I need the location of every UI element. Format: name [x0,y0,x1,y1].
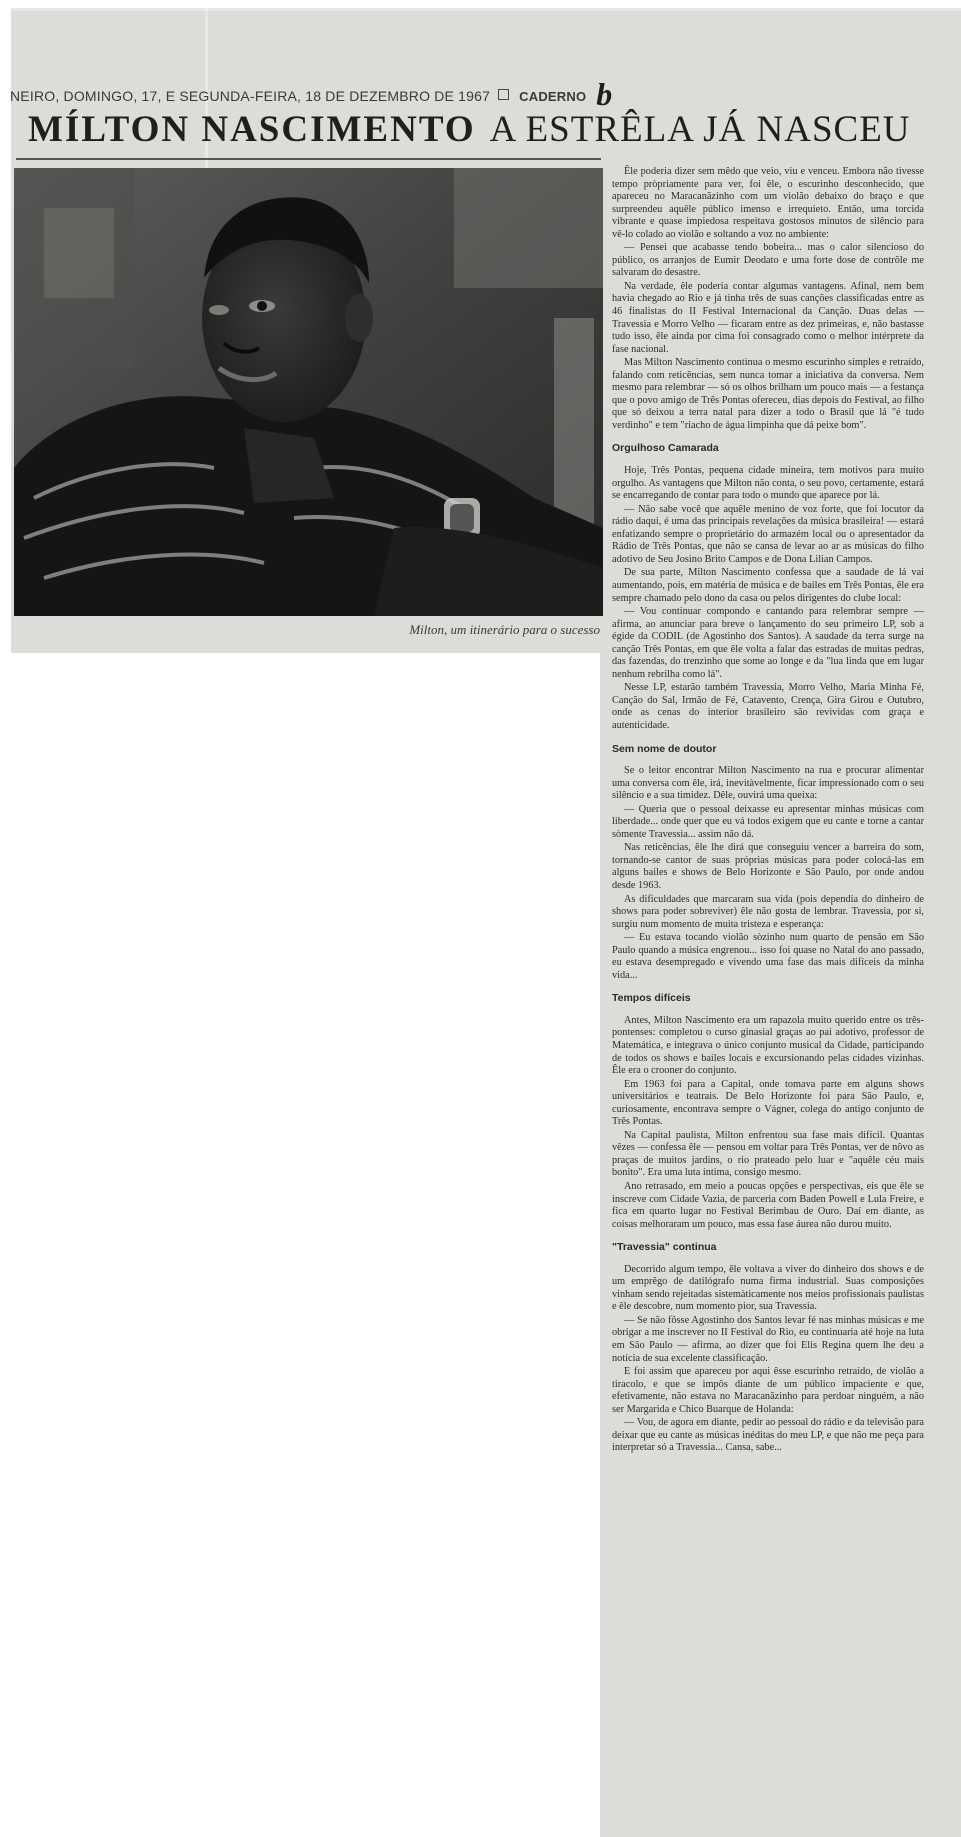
square-bullet-icon [498,89,509,100]
article-paragraph: Se o leitor encontrar Milton Nascimento na rua e procurar alimentar uma conversa com êle, irá, inevitàvelmente, ficar impressionado com o seu silêncio e a sua timidez. Dêle, ouvirá uma queixa: [612,765,924,802]
article-paragraph: Decorrido algum tempo, êle voltava a viver do dinheiro dos shows e de um emprêgo de datilógrafo numa firma industrial. Suas composições vinham sendo rejeitadas sistemàticamente nos meios profissionais paulistas e êle descobre, num momento pior, sua Travessia. [612,1263,924,1313]
article-subheading: "Travessia" continua [612,1241,717,1254]
article-paragraph: — Se não fôsse Agostinho dos Santos levar fé nas minhas músicas e me obrigar a me inscrever no II Festival do Rio, eu continuaria até hoje na luta em São Paulo — afirma, ao dizer que foi Elis Regina quem lhe deu a notícia de sua excelente classificação. [612,1314,924,1364]
headline [28,108,948,154]
portrait-photo [14,168,603,616]
section-label: CADERNO [519,89,587,104]
article-paragraph: — Não sabe você que aquêle menino de voz forte, que foi locutor da rádio daqui, é uma das principais revelações da música brasileira! — estará enfatizando sempre o proprietário do armazém local ou o apresentador da Rádio de Três Pontas, que não se cansa de levar ao ar as músicas do filho adotivo de Seu Josino Brito Campos e de Dona Lilian Campos. [612,503,924,565]
article-paragraph: Ano retrasado, em meio a poucas opções e perspectivas, eis que êle se inscreve com Cidade Vazia, de parceria com Baden Powell e Lula Freire, e fica em quarto lugar no Festival Berimbau de Ouro. Daí em diante, as coisas melhoraram um pouco, mas essa fase áurea não durou muito. [612,1181,924,1230]
article-paragraph: Em 1963 foi para a Capital, onde tomava parte em alguns shows universitários e teatrais. De Belo Horizonte foi para São Paulo, e, curiosamente, encontrava sempre o Vágner, colega do antigo conjunto de Três Pontas. [612,1078,924,1128]
article-paragraph: Mas Milton Nascimento continua o mesmo escurinho simples e retraído, falando com reticências, sem nunca tomar a iniciativa da conversa. Nem mesmo para relembrar — só os olhos brilham um pouco mais — a festança que o povo amigo de Três Pontas ofereceu, dias depois do Festival, ao filho que só deixou a terra natal para dizer a todo o Brasil que lá "é tudo verdinho" e tem "riacho de água limpinha que dá peixe bom". [612,357,924,431]
section-letter: b [596,76,613,112]
article-paragraph: Hoje, Três Pontas, pequena cidade mineira, tem motivos para muito orgulho. As vantagens que Milton não conta, o seu povo, certamente, estará se encarregando de contar para todo o mundo que aparece por lá. [612,465,924,502]
photo-caption: Milton, um itinerário para o sucesso [409,622,600,637]
article-subheading: Tempos difíceis [612,992,691,1005]
article-paragraph: Na verdade, êle poderia contar algumas vantagens. Afinal, nem bem havia chegado ao Rio e já tinha três de suas canções classificadas entre as 46 finalistas do II Festival Internacional da Canção. Duas delas — Travessia e Morro Velho — ficaram entre as dez primeiras, e, não bastasse tudo isso, êle ainda por cima foi consagrado como o melhor intérprete da fase nacional. [612,280,924,355]
article-subheading: Orgulhoso Camarada [612,442,719,455]
article-paragraph: Nesse LP, estarão também Travessia, Morro Velho, Maria Minha Fé, Canção do Sal, Irmão de Fé, Catavento, Crença, Gira Girou e Outubro, onde as cenas do interior brasileiro são revividas com graça e autenticidade. [612,682,924,731]
article-paragraph: As dificuldades que marcaram sua vida (pois dependia do dinheiro de shows para poder sobreviver) êle não gosta de lembrar. Travessia, por si, surgiu num momento de muita tristeza e esperança: [612,893,924,930]
dateline [10,76,960,112]
article-subheading: Sem nome de doutor [612,742,717,755]
article-paragraph: — Eu estava tocando violão sòzinho num quarto de pensão em São Paulo quando a música engrenou... isso foi quase no Natal do ano passado, eu estava desempregado e vivendo uma fase das mais difíceis da minha vida... [612,932,924,981]
article-paragraph: Antes, Milton Nascimento era um rapazola muito querido entre os três-pontenses: completou o curso ginasial graças ao pai adotivo, professor de Matemática, e integrava o único conjunto musical da Cidade, participando de todos os shows e bailes locais e excursionando pelas cidades vizinhas. Êle era o crooner do conjunto. [612,1014,924,1077]
headline-rest: A ESTRÊLA JÁ NASCEU [489,109,911,150]
article-paragraph: E foi assim que apareceu por aqui êsse escurinho retraído, de violão a tiracolo, e que se impôs diante de um público impaciente e que, efetivamente, não estava no Maracanãzinho para perdoar ninguém, a não ser Margarida e Chico Buarque de Holanda: [612,1366,924,1415]
article-paragraph: — Vou continuar compondo e cantando para relembrar sempre — afirma, ao anunciar para breve o lançamento do seu primeiro LP, sob a égide da CODIL (de Agostinho dos Santos). A saudade da terra surge na canção Três Pontas, em que êle volta a falar das estradas de muitas pedras, das fazendas, do trenzinho que some ao longe e da "lua linda que em lugar nenhum rebrilha como lá". [612,606,924,680]
dateline-text: NEIRO, DOMINGO, 17, E SEGUNDA-FEIRA, 18 DE DEZEMBRO DE 1967 [10,88,491,104]
article-paragraph: — Pensei que acabasse tendo bobeira... mas o calor silencioso do público, os arranjos de Eumir Deodato e uma forte dose de contrôle me salvaram do desastre. [612,242,924,279]
paper-edge [11,8,961,11]
article-paragraph: Nas reticências, êle lhe dirá que conseguiu vencer a barreira do som, tornando-se cantor de suas próprias músicas para poder colocá-las em alguns bailes e shows de Belo Horizonte e São Paulo, por onde andou desde 1963. [612,842,924,891]
article-paragraph: De sua parte, Milton Nascimento confessa que a saudade de lá vai aumentando, pois, em matéria de música e de bailes em Três Pontas, êle era sempre chamado pelo dono da casa ou pelos dirigentes do clube local: [612,567,924,604]
article-paragraph: Na Capital paulista, Milton enfrentou sua fase mais difícil. Quantas vêzes — confessa êle — pensou em voltar para Três Pontas, ver de nôvo as praças de muitos jardins, o rio prateado pelo luar e "aquêle céu mais bonito". Era uma luta íntima, consigo mesmo. [612,1129,924,1179]
headline-name: MÍLTON NASCIMENTO [28,109,476,150]
headline-rule [16,158,601,160]
article-paragraph: — Vou, de agora em diante, pedir ao pessoal do rádio e da televisão para deixar que eu cante as músicas inéditas do meu LP, e que não me peça para interpretar só a Travessia... Cansa, sabe... [612,1417,924,1454]
article-paragraph: — Queria que o pessoal deixasse eu apresentar minhas músicas com liberdade... onde quer que eu vá todos exigem que eu cante e torne a cantar sòmente Travessia... assim não dá. [612,803,924,840]
article-body [612,166,924,1456]
article-paragraph: Êle poderia dizer sem mêdo que veio, viu e venceu. Embora não tivesse tempo pròpriamente para ver, foi êle, o escurinho desconhecido, que apareceu no Maracanãzinho com um violão debaixo do braço e que surpreendeu aquêle público imenso e irrequieto. Então, uma torcida vibrante e quase impiedosa respeitava gostosos minutos de silêncio para vê-lo colado ao violão e soltando a voz no ambiente: [612,166,924,240]
